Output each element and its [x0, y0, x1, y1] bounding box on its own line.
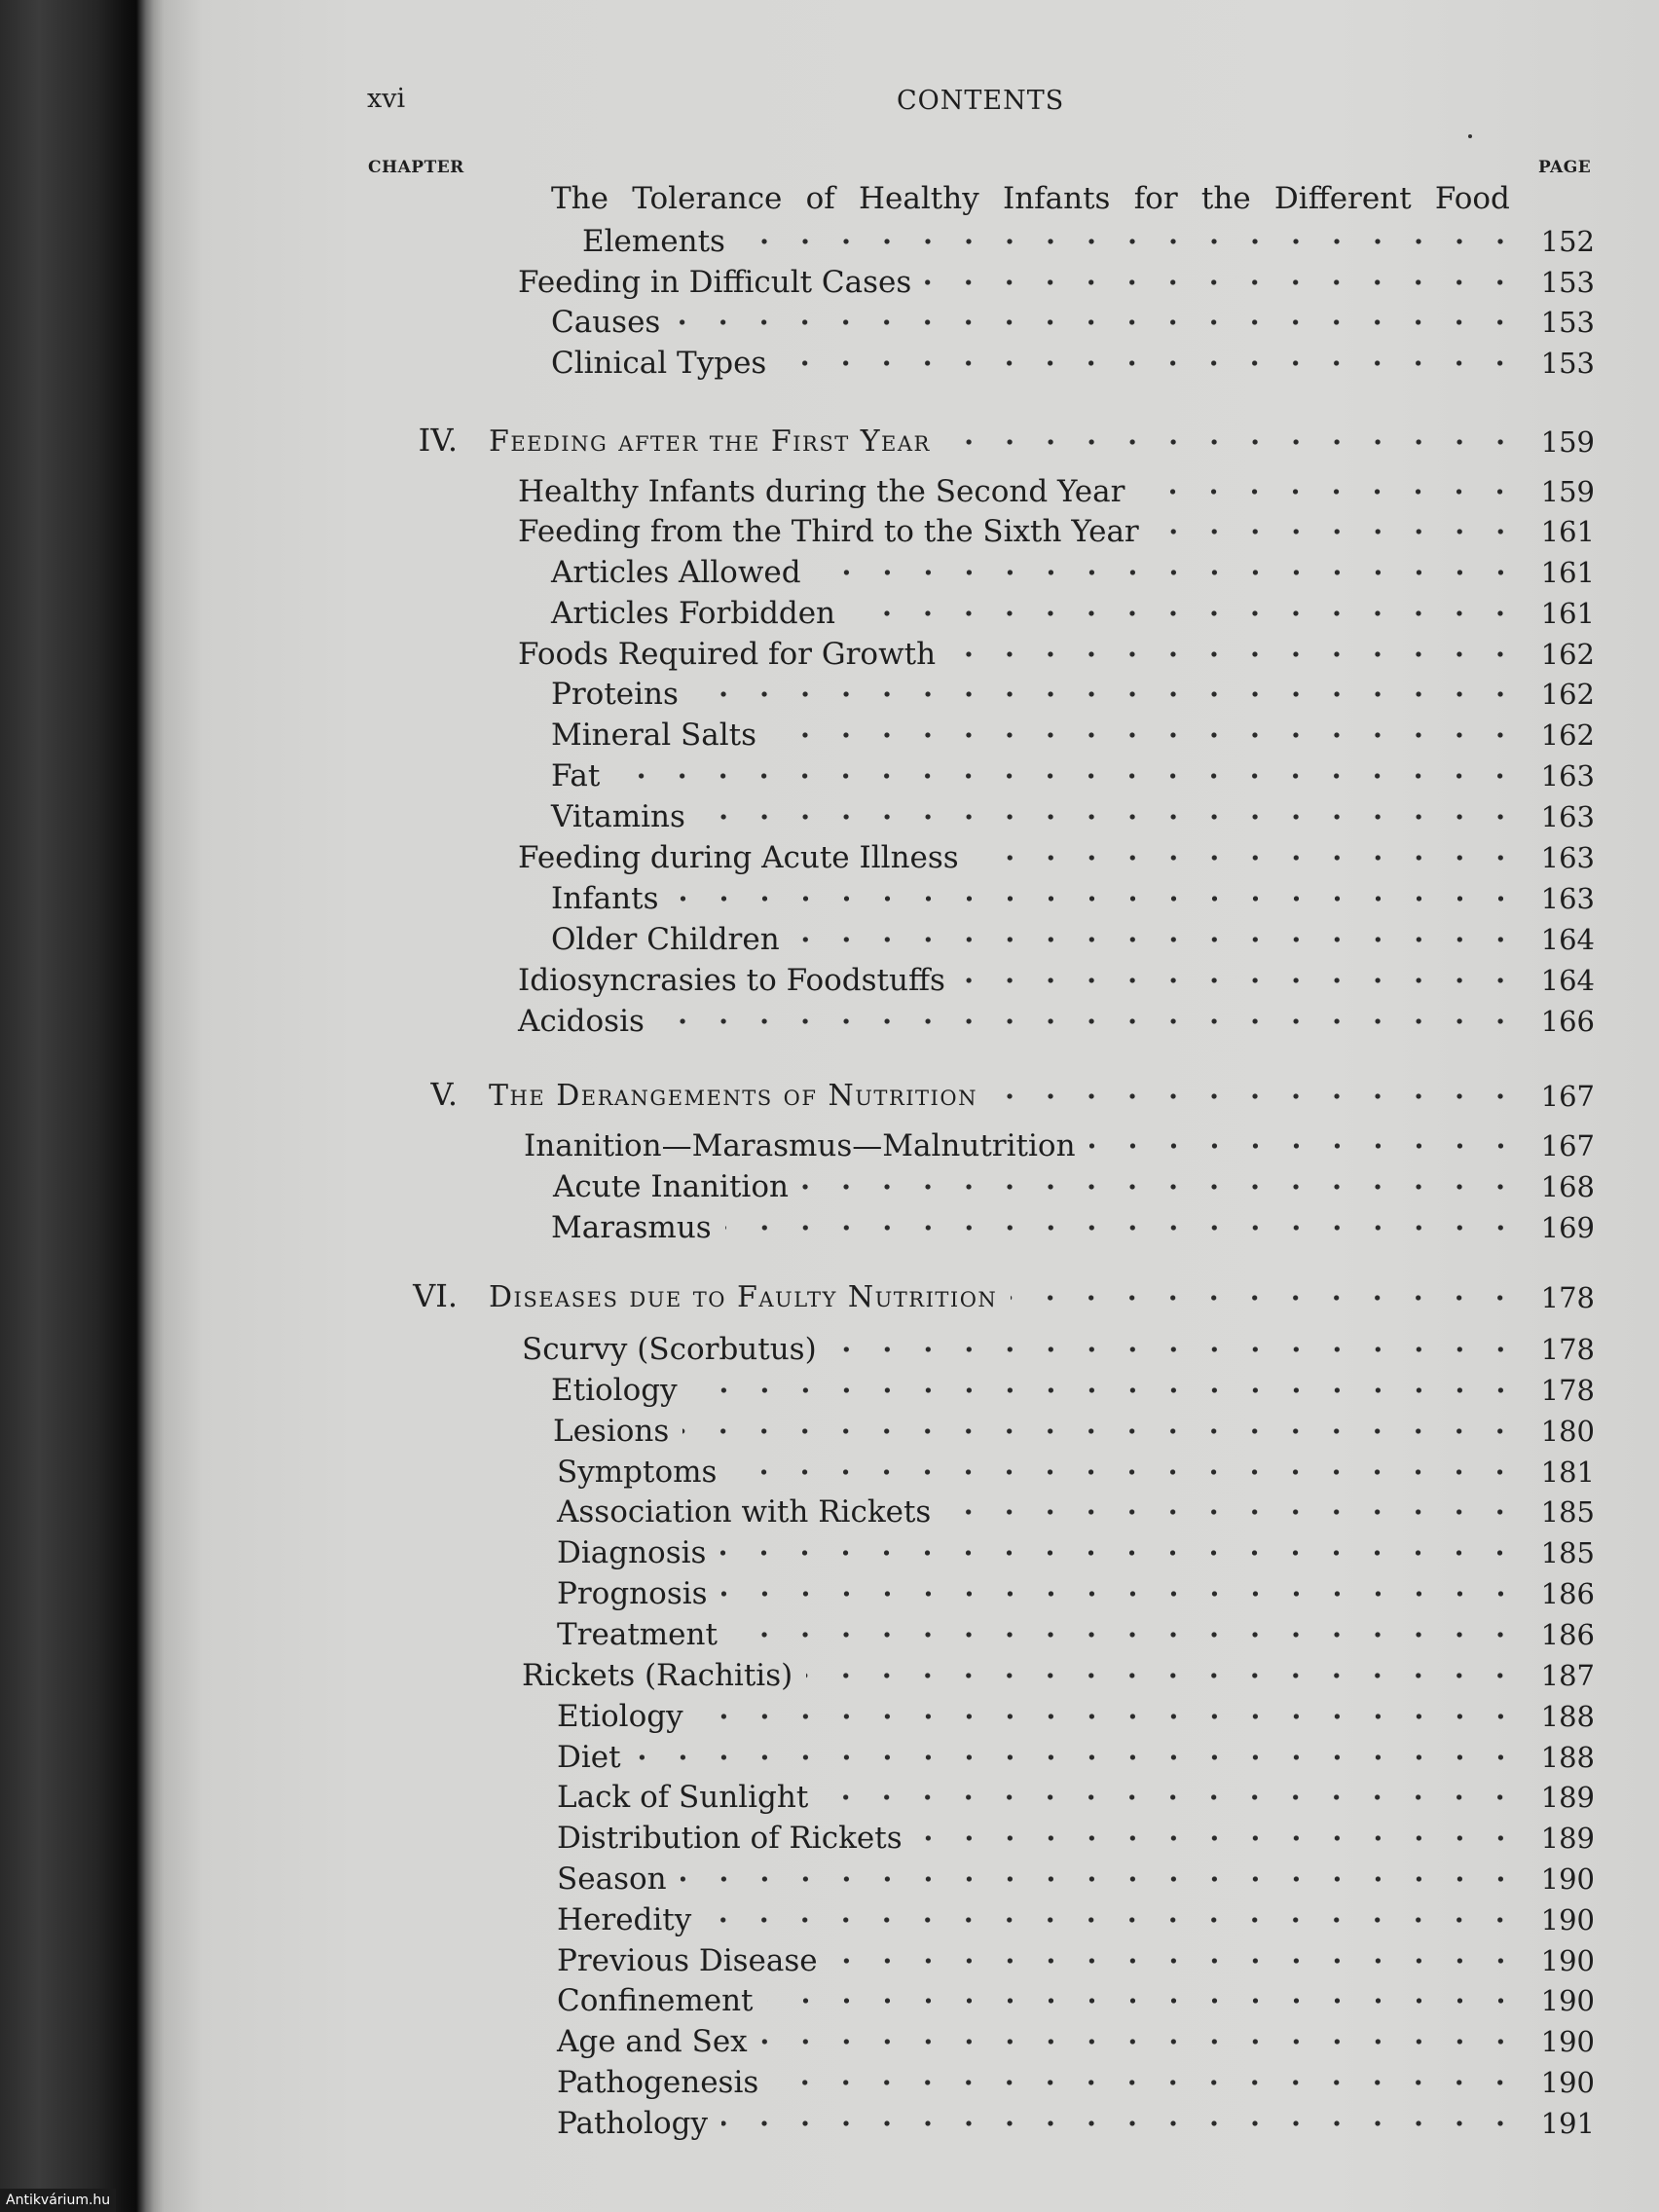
- page-number: 162: [1540, 719, 1595, 752]
- dot-leader: [949, 645, 1521, 664]
- page-number: 189: [1540, 1781, 1595, 1814]
- entry-title: Older Children: [551, 922, 780, 957]
- entry-title: Prognosis: [557, 1576, 708, 1611]
- intro-word: of: [805, 181, 835, 216]
- toc-entry: [518, 961, 1595, 1000]
- toc-entry: [518, 512, 1595, 551]
- dot-leader: [1011, 1288, 1521, 1308]
- toc-entry: [557, 1453, 1595, 1492]
- toc-entry: [557, 1860, 1595, 1899]
- dot-leader: [944, 432, 1521, 452]
- page-number: 187: [1540, 1659, 1595, 1692]
- intro-word: Healthy: [859, 181, 979, 216]
- page-number: 189: [1540, 1822, 1595, 1855]
- dot-leader: [815, 563, 1521, 582]
- speck: [1468, 134, 1472, 138]
- toc-entry: [551, 553, 1595, 592]
- intro-word: The: [551, 181, 608, 216]
- page-column-label: PAGE: [1538, 158, 1592, 177]
- page-number: 190: [1540, 1944, 1595, 1977]
- entry-title: Lack of Sunlight: [557, 1780, 809, 1815]
- dot-leader: [830, 1340, 1521, 1359]
- toc-entry: [518, 1002, 1595, 1041]
- page-number: 188: [1540, 1700, 1595, 1733]
- dot-leader: [973, 848, 1521, 867]
- toc-entry: [518, 472, 1595, 511]
- dot-leader: [719, 1543, 1521, 1563]
- entry-title: Acidosis: [518, 1004, 645, 1039]
- page-number: 152: [1540, 225, 1595, 258]
- entry-title: Etiology: [557, 1699, 683, 1734]
- entry-title: Feeding during Acute Illness: [518, 840, 959, 875]
- entry-title: Causes: [551, 305, 661, 340]
- entry-title: Pathology: [557, 2106, 708, 2141]
- chapter-entry: [489, 1278, 1595, 1317]
- toc-entry: [557, 1574, 1595, 1613]
- toc-entry: [551, 303, 1595, 342]
- entry-title: Marasmus: [551, 1210, 712, 1245]
- page-number: 163: [1540, 800, 1595, 833]
- intro-word: for: [1133, 181, 1178, 216]
- page-number: 162: [1540, 678, 1595, 711]
- entry-title: Clinical Types: [551, 346, 767, 381]
- page-number: 164: [1540, 923, 1595, 956]
- chapter-number: IV.: [418, 422, 458, 459]
- entry-title: Articles Forbidden: [551, 596, 836, 631]
- dot-leader: [849, 604, 1521, 623]
- entry-title: Scurvy (Scorbutus): [522, 1332, 817, 1367]
- page-number: 163: [1540, 841, 1595, 874]
- page-number: 161: [1540, 597, 1595, 630]
- page-number: 180: [1540, 1415, 1595, 1448]
- page-number: 178: [1540, 1374, 1595, 1407]
- page-number: 163: [1540, 759, 1595, 793]
- page-number: 166: [1540, 1005, 1595, 1038]
- entry-title: Mineral Salts: [551, 718, 757, 753]
- entry-title: Fat: [551, 758, 601, 793]
- toc-entry: [551, 1208, 1595, 1247]
- entry-title: Inanition—Marasmus—Malnutrition: [524, 1128, 1076, 1163]
- dot-leader: [780, 353, 1521, 373]
- entry-title: Season: [557, 1862, 667, 1897]
- page-number: 159: [1540, 425, 1595, 459]
- toc-entry: [522, 1330, 1595, 1369]
- page-number: 169: [1540, 1211, 1595, 1244]
- intro-word: Infants: [1002, 181, 1111, 216]
- page-number: 185: [1540, 1495, 1595, 1529]
- page-number: 190: [1540, 1984, 1595, 2017]
- toc-entry: [557, 2063, 1595, 2102]
- dot-leader: [730, 1462, 1521, 1482]
- toc-entry: [557, 1738, 1595, 1777]
- dot-leader: [806, 1666, 1521, 1685]
- dot-leader: [767, 1991, 1522, 2010]
- entry-title: Previous Disease: [557, 1943, 818, 1978]
- dot-leader: [991, 1087, 1521, 1106]
- chapter-column-label: CHAPTER: [368, 158, 464, 177]
- entry-title: Vitamins: [551, 799, 685, 834]
- entry-title: Etiology: [551, 1373, 678, 1408]
- dot-leader: [697, 1707, 1521, 1726]
- page-number: 190: [1540, 1903, 1595, 1936]
- intro-word: the: [1200, 181, 1251, 216]
- dot-leader: [1138, 482, 1521, 501]
- dot-leader: [692, 684, 1521, 704]
- dot-leader: [613, 766, 1521, 786]
- entry-title: Diagnosis: [557, 1535, 707, 1570]
- page-number: 161: [1540, 556, 1595, 589]
- page-number: 186: [1540, 1618, 1595, 1651]
- dot-leader: [691, 1381, 1521, 1400]
- dot-leader: [635, 1748, 1521, 1767]
- chapter-entry: [489, 1077, 1595, 1116]
- entry-title: Lesions: [553, 1414, 670, 1449]
- chapter-title: The Derangements of Nutrition: [489, 1079, 977, 1113]
- toc-entry: [582, 222, 1595, 261]
- entry-title: Healthy Infants during the Second Year: [518, 474, 1125, 509]
- toc-entry: [557, 1493, 1595, 1531]
- page-number: 181: [1540, 1456, 1595, 1489]
- toc-entry: [551, 716, 1595, 755]
- dot-leader: [770, 725, 1521, 745]
- entry-title: Proteins: [551, 677, 679, 712]
- toc-entry: [557, 1778, 1595, 1817]
- entry-title: Idiosyncrasies to Foodstuffs: [518, 963, 945, 998]
- intro-word: Tolerance: [632, 181, 783, 216]
- toc-entry: [551, 675, 1595, 714]
- page-number: 186: [1540, 1577, 1595, 1610]
- page-number: 190: [1540, 2066, 1595, 2099]
- entry-title: Articles Allowed: [551, 555, 801, 590]
- toc-entry: [557, 2022, 1595, 2061]
- page-number: 191: [1540, 2107, 1595, 2140]
- dot-leader: [761, 2032, 1521, 2051]
- intro-word: Food: [1434, 181, 1510, 216]
- toc-entry: [551, 797, 1595, 836]
- toc-entry: [524, 1126, 1595, 1165]
- dot-leader: [793, 930, 1521, 949]
- toc-entry: [518, 635, 1595, 674]
- chapter-title: Diseases due to Faulty Nutrition: [489, 1280, 998, 1314]
- dot-leader: [925, 273, 1521, 292]
- page-number: 164: [1540, 964, 1595, 997]
- dot-leader: [721, 1584, 1521, 1604]
- toc-entry: [557, 1981, 1595, 2020]
- page-number: 161: [1540, 515, 1595, 548]
- entry-title: Infants: [551, 881, 659, 916]
- dot-leader: [1089, 1136, 1521, 1156]
- page-number: 162: [1540, 638, 1595, 671]
- page-number: 163: [1540, 882, 1595, 915]
- page-number: 190: [1540, 2025, 1595, 2058]
- entry-title: Confinement: [557, 1983, 754, 2018]
- entry-title: Treatment: [557, 1617, 718, 1652]
- page-number: 159: [1540, 475, 1595, 508]
- page-number: 178: [1540, 1333, 1595, 1366]
- dot-leader: [725, 1218, 1521, 1237]
- page-number: 153: [1540, 347, 1595, 380]
- dot-leader: [802, 1177, 1521, 1197]
- toc-entry: [553, 1412, 1595, 1451]
- entry-title: Pathogenesis: [557, 2065, 759, 2100]
- dot-leader: [822, 1788, 1521, 1807]
- intro-word: Different: [1273, 181, 1412, 216]
- entry-title: Elements: [582, 224, 725, 259]
- page-number: 153: [1540, 266, 1595, 299]
- toc-entry: [551, 756, 1595, 795]
- dot-leader: [1153, 522, 1521, 541]
- toc-entry: [557, 1697, 1595, 1736]
- toc-entry: [522, 1656, 1595, 1695]
- folio-number: xvi: [367, 84, 406, 114]
- page-number: 167: [1540, 1129, 1595, 1162]
- chapter-number: V.: [430, 1076, 458, 1113]
- page-number: 190: [1540, 1862, 1595, 1896]
- entry-title: Heredity: [557, 1902, 692, 1937]
- dot-leader: [721, 2114, 1521, 2133]
- page-number: 153: [1540, 306, 1595, 339]
- page-number: 168: [1540, 1170, 1595, 1203]
- page-number: 185: [1540, 1536, 1595, 1569]
- dot-leader: [682, 1421, 1521, 1441]
- toc-entry: [557, 1819, 1595, 1858]
- page-number: 188: [1540, 1741, 1595, 1774]
- entry-title: Feeding from the Third to the Sixth Year: [518, 514, 1139, 549]
- page-number: 178: [1540, 1281, 1595, 1314]
- toc-entry: [551, 1371, 1595, 1410]
- intro-entry-line1: [551, 181, 1510, 216]
- dot-leader: [959, 971, 1521, 990]
- dot-leader: [658, 1012, 1521, 1031]
- book-binding-shadow: [0, 0, 164, 2212]
- dot-leader: [681, 1869, 1521, 1889]
- toc-entry: [551, 344, 1595, 383]
- entry-title: Rickets (Rachitis): [522, 1658, 793, 1693]
- toc-entry: [551, 594, 1595, 633]
- dot-leader: [705, 1910, 1521, 1930]
- toc-entry: [557, 1533, 1595, 1572]
- toc-entry: [518, 838, 1595, 877]
- chapter-title: Feeding after the First Year: [489, 424, 931, 459]
- toc-entry: [551, 879, 1595, 918]
- dot-leader: [916, 1828, 1521, 1848]
- chapter-number: VI.: [413, 1277, 458, 1314]
- dot-leader: [674, 313, 1521, 332]
- page-title: CONTENTS: [897, 86, 1065, 116]
- entry-title: Distribution of Rickets: [557, 1821, 903, 1856]
- dot-leader: [831, 1951, 1521, 1971]
- dot-leader: [699, 807, 1521, 827]
- entry-title: Foods Required for Growth: [518, 637, 937, 672]
- toc-entry: [557, 1615, 1595, 1654]
- page-number: 167: [1540, 1080, 1595, 1113]
- dot-leader: [944, 1502, 1521, 1522]
- dot-leader: [673, 889, 1522, 908]
- entry-title: Diet: [557, 1740, 621, 1775]
- toc-entry: [557, 1900, 1595, 1939]
- toc-entry: [557, 2104, 1595, 2143]
- entry-title: Age and Sex: [557, 2024, 748, 2059]
- dot-leader: [772, 2073, 1521, 2092]
- entry-title: Association with Rickets: [557, 1494, 932, 1530]
- toc-entry: [551, 920, 1595, 959]
- toc-entry: [553, 1167, 1595, 1206]
- toc-entry: [557, 1941, 1595, 1980]
- chapter-entry: [489, 423, 1595, 461]
- entry-title: Feeding in Difficult Cases: [518, 265, 912, 300]
- entry-title: Symptoms: [557, 1455, 718, 1490]
- watermark: Antikvárium.hu: [0, 2189, 116, 2212]
- toc-entry: [518, 263, 1595, 302]
- entry-title: Acute Inanition: [553, 1169, 789, 1204]
- dot-leader: [739, 232, 1521, 251]
- dot-leader: [731, 1625, 1521, 1644]
